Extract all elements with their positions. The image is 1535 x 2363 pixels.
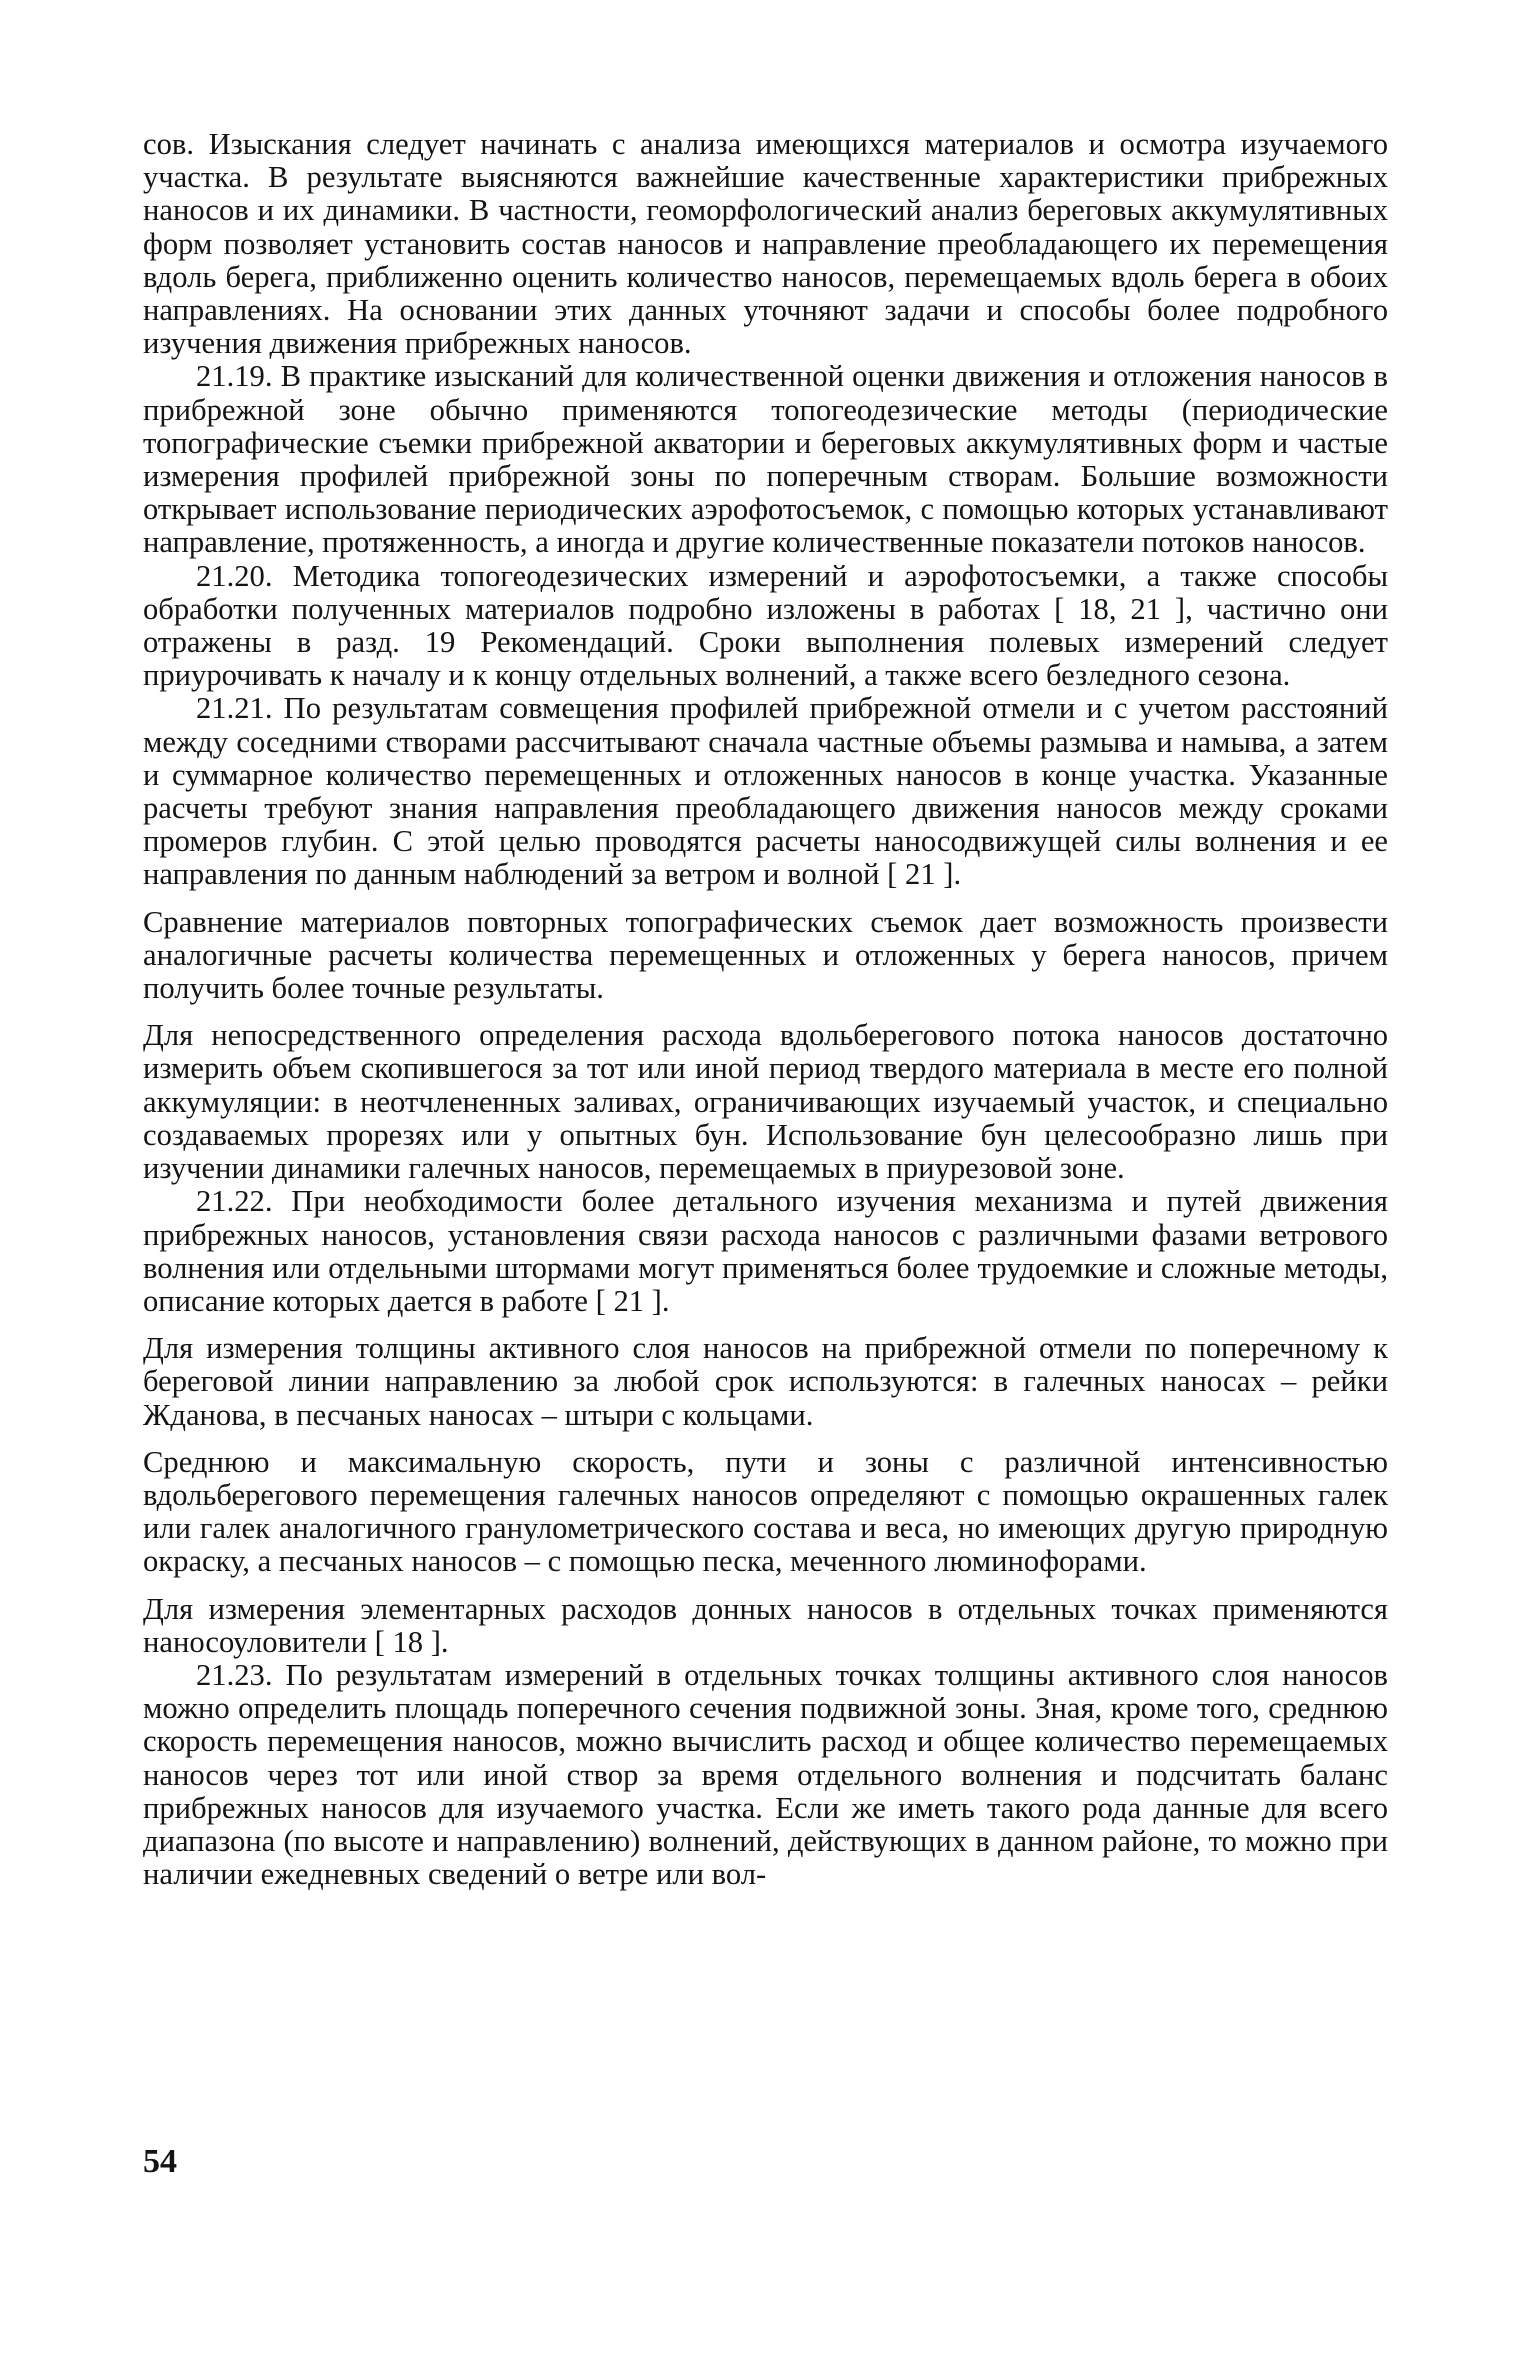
- page-number: 54: [143, 2143, 177, 2180]
- paragraph-21-21: 21.21. По результатам совмещения профилей прибрежной отмели и с учетом расстояний между соседними створами рассчитывают сначала частные объемы размыва и намыва, а затем и суммарное количество перемещенных и отложенных наносов в конце участка. Указанные расчеты требуют знания направления преобладающего движения наносов между сроками промеров глубин. С этой целью проводятся расчеты наносодвижущей силы волнения и ее направления по данным наблюдений за ветром и волной [ 21 ].: [143, 691, 1388, 892]
- paragraph-21-20: 21.20. Методика топогеодезических измерений и аэрофотосъемки, а также способы обработки полученных материалов подробно изложены в работах [ 18, 21 ], частично они отражены в разд. 19 Рекомендаций. Сроки выполнения полевых измерений следует приурочивать к началу и к концу отдельных волнений, а также всего безледного сезона.: [143, 558, 1388, 693]
- paragraph-21-22: 21.22. При необходимости более детального изучения механизма и путей движения прибрежных наносов, установления связи расхода наносов с различными фазами ветрового волнения или отдельными штормами могут применяться более трудоемкие и сложные методы, описание которых дается в работе [ 21 ].: [143, 1184, 1388, 1318]
- paragraph-velocity: Среднюю и максимальную скорость, пути и зоны с различной интенсивностью вдольберегового перемещения галечных наносов определяют с помощью окрашенных галек или галек аналогичного гранулометрического состава и веса, но имеющих другую природную окраску, а песчаных наносов – с помощью песка, меченного люминофорами.: [143, 1444, 1388, 1579]
- paragraph-21-19: 21.19. В практике изысканий для количественной оценки движения и отложения наносов в прибрежной зоне обычно применяются топогеодезические методы (периодические топографические съемки прибрежной акватории и береговых аккумулятивных форм и частые измерения профилей прибрежной зоны по поперечным створам. Большие возможности открывает использование периодических аэрофотосъемок, с помощью которых устанавливают направление, протяженность, а иногда и другие количественные показатели потоков наносов.: [143, 359, 1388, 560]
- body-text: [143, 128, 1388, 1891]
- paragraph-sediment-traps: Для измерения элементарных расходов донных наносов в отдельных точках применяются наносоуловители [ 18 ].: [143, 1591, 1388, 1659]
- paragraph-21-23: 21.23. По результатам измерений в отдельных точках толщины активного слоя наносов можно определить площадь поперечного сечения подвижной зоны. Зная, кроме того, среднюю скорость перемещения наносов, можно вычислить расход и общее количество перемещаемых наносов через тот или иной створ за время отдельного волнения и подсчитать баланс прибрежных наносов для изучаемого участка. Если же иметь такого рода данные для всего диапазона (по высоте и направлению) волнений, действующих в данном районе, то можно при наличии ежедневных сведений о ветре или вол-: [143, 1657, 1388, 1892]
- paragraph-direct-measurement: Для непосредственного определения расхода вдольберегового потока наносов достаточно измерить объем скопившегося за тот или иной период твердого материала в месте его полной аккумуляции: в неотчлененных заливах, ограничивающих изучаемый участок, и специально создаваемых прорезях или у опытных бун. Использование бун целесообразно лишь при изучении динамики галечных наносов, перемещаемых в приурезовой зоне.: [143, 1018, 1388, 1186]
- paragraph-comparison: Сравнение материалов повторных топографических съемок дает возможность произвести аналогичные расчеты количества перемещенных и отложенных у берега наносов, причем получить более точные результаты.: [143, 904, 1388, 1006]
- paragraph-intro: сов. Изыскания следует начинать с анализа имеющихся материалов и осмотра изучаемого участка. В результате выясняются важнейшие качественные характеристики прибрежных наносов и их динамики. В частности, геоморфологический анализ береговых аккумулятивных форм позволяет установить состав наносов и направление преобладающего их перемещения вдоль берега, приближенно оценить количество наносов, перемещаемых вдоль берега в обоих направлениях. На основании этих данных уточняют задачи и способы более подробного изучения движения прибрежных наносов.: [143, 127, 1388, 361]
- paragraph-active-layer: Для измерения толщины активного слоя наносов на прибрежной отмели по поперечному к береговой линии направлению за любой срок используются: в галечных наносах – рейки Жданова, в песчаных наносах – штыри с кольцами.: [143, 1331, 1388, 1432]
